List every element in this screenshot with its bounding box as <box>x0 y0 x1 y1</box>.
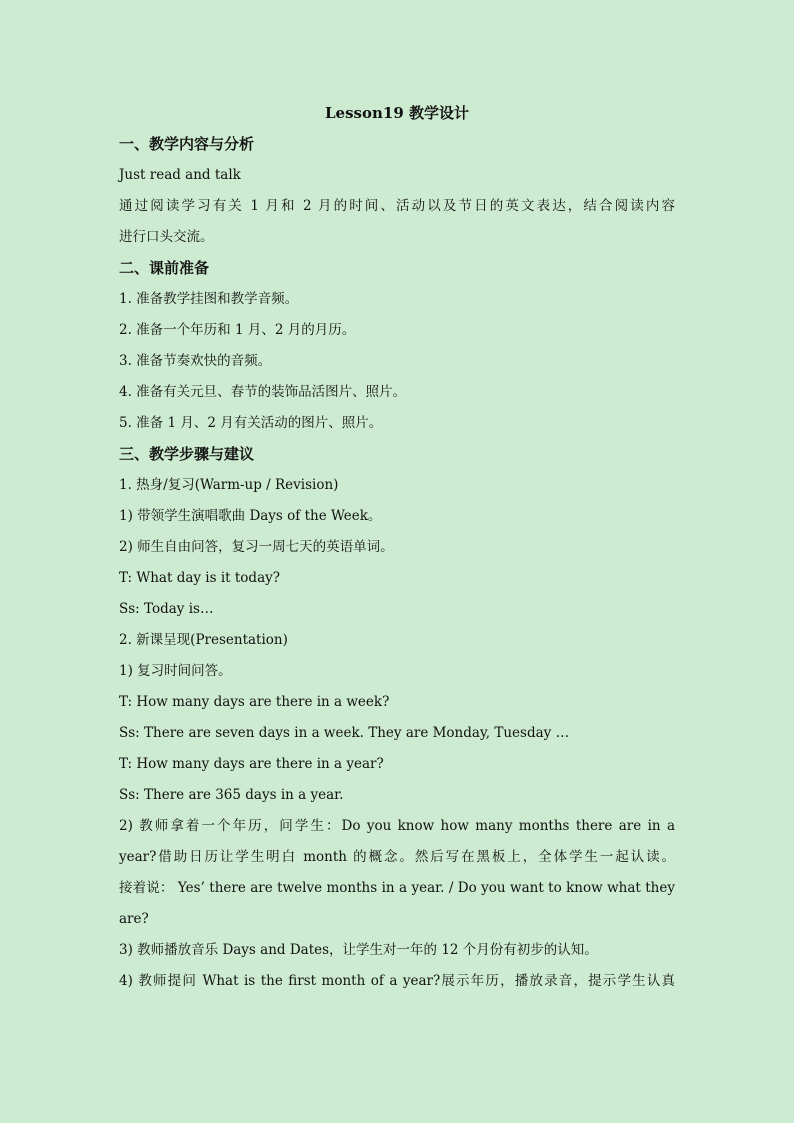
text-line: are? <box>119 911 149 927</box>
document-title: Lesson19 教学设计 <box>325 104 469 122</box>
section-heading-teaching-steps: 三、教学步骤与建议 <box>119 445 255 463</box>
list-item: 3. 准备节奏欢快的音频。 <box>119 353 272 369</box>
text-line: 2) 师生自由问答，复习一周七天的英语单词。 <box>119 539 394 555</box>
list-item: 5. 准备 1 月、2 月有关活动的图片、照片。 <box>119 415 383 431</box>
dialogue-line: Ss: There are 365 days in a year. <box>119 787 344 803</box>
dialogue-line: T: What day is it today? <box>119 570 280 586</box>
text-line: 接着说： Yes’ there are twelve months in a year. / Do you want to know what they <box>119 880 675 896</box>
text-line: 1) 带领学生演唱歌曲 Days of the Week。 <box>119 508 382 524</box>
section-heading-preparation: 二、课前准备 <box>119 259 210 277</box>
list-item: 2. 准备一个年历和 1 月、2 月的月历。 <box>119 322 356 338</box>
dialogue-line: Ss: There are seven days in a week. They are Monday, Tuesday … <box>119 725 570 741</box>
section-heading-content-analysis: 一、教学内容与分析 <box>119 135 255 153</box>
text-line: 1) 复习时间问答。 <box>119 663 232 679</box>
step-heading-presentation: 2. 新课呈现(Presentation) <box>119 632 288 648</box>
text-line: 2) 教师拿着一个年历，问学生：Do you know how many months there are in a <box>119 818 675 834</box>
text-line: year?借助日历让学生明白 month 的概念。然后写在黑板上，全体学生一起认读。 <box>119 849 675 865</box>
text-line: 进行口头交流。 <box>119 229 214 245</box>
text-line: 通过阅读学习有关 1 月和 2 月的时间、活动以及节日的英文表达，结合阅读内容 <box>119 198 675 214</box>
dialogue-line: T: How many days are there in a week? <box>119 694 390 710</box>
step-heading-warm-up: 1. 热身/复习(Warm-up / Revision) <box>119 477 339 493</box>
list-item: 4. 准备有关元旦、春节的装饰品活图片、照片。 <box>119 384 407 400</box>
dialogue-line: Ss: Today is… <box>119 601 214 617</box>
text-line: 4) 教师提问 What is the first month of a year?展示年历，播放录音，提示学生认真 <box>119 973 675 989</box>
text-line: 3) 教师播放音乐 Days and Dates，让学生对一年的 12 个月份有初步的认知。 <box>119 942 598 958</box>
dialogue-line: T: How many days are there in a year? <box>119 756 384 772</box>
list-item: 1. 准备教学挂图和教学音频。 <box>119 291 299 307</box>
text-line: Just read and talk <box>119 167 241 183</box>
document-page <box>119 98 675 997</box>
